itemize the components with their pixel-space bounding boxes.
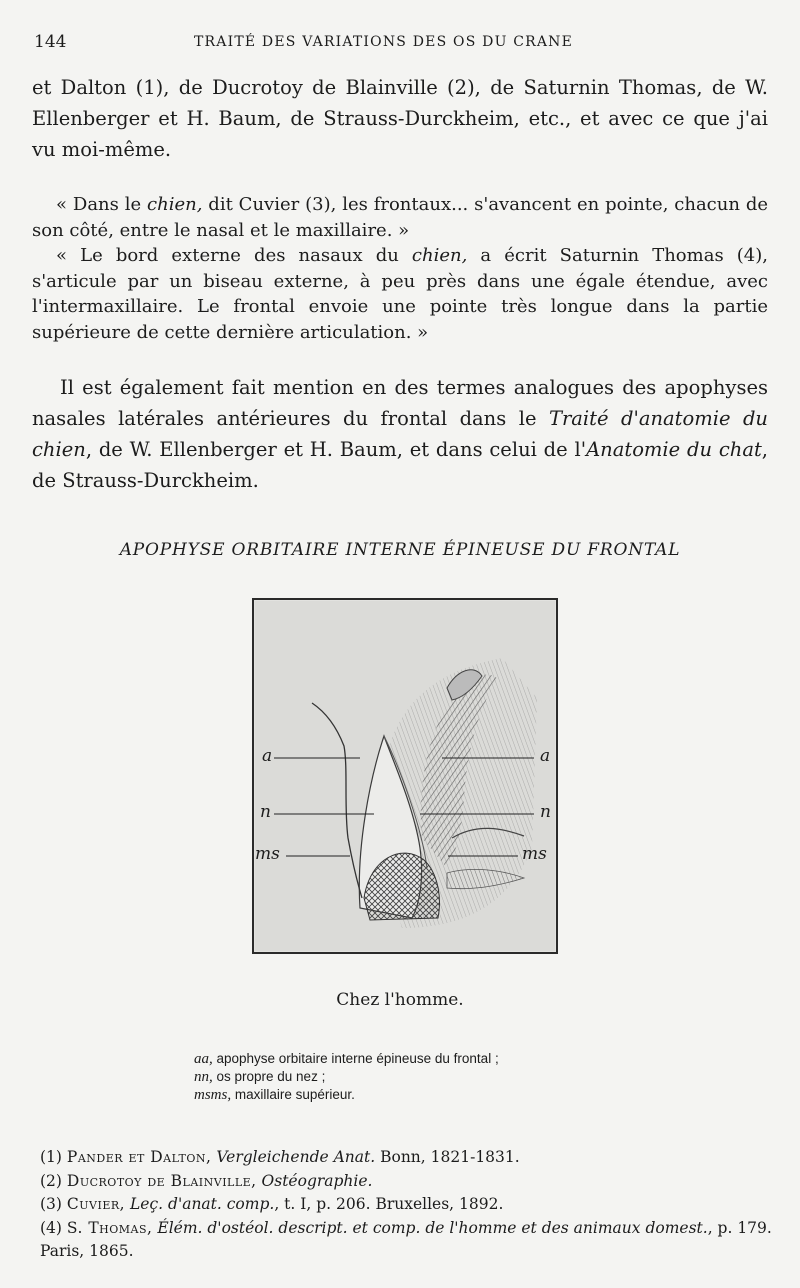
legend-key-msms: msms,: [194, 1087, 232, 1103]
paragraph-3: [32, 372, 768, 496]
footnote-4-num: (4): [40, 1218, 62, 1237]
legend-item-aa: [194, 1050, 674, 1068]
footnote-2: [40, 1170, 780, 1194]
footnote-3-rest: , t. I, p. 206. Bruxelles, 1892.: [274, 1195, 504, 1213]
quote-cuvier: [32, 192, 768, 243]
quote-cuvier-emph: chien,: [147, 194, 203, 215]
legend-key-nn: nn,: [194, 1069, 213, 1085]
quotations: [32, 192, 768, 345]
label-n-left: n: [260, 802, 271, 822]
legend-item-nn: [194, 1068, 674, 1086]
label-ms-left: ms: [255, 844, 280, 864]
anatomical-figure: [252, 598, 558, 954]
quote-thomas-emph: chien,: [411, 245, 468, 266]
paragraph-1: [32, 72, 768, 165]
paragraph-3-text: [32, 372, 768, 496]
label-a-left: a: [262, 746, 273, 766]
footnote-2-num: (2): [40, 1171, 62, 1190]
footnote-4-author: S. Thomas,: [66, 1218, 153, 1237]
section-title: APOPHYSE ORBITAIRE INTERNE ÉPINEUSE DU FRONTAL: [119, 540, 681, 560]
quote-cuvier-a: « Dans le: [56, 194, 148, 215]
paragraph-3-title-cat: Anatomie du chat: [586, 438, 762, 461]
figure-caption: Chez l'homme.: [336, 990, 464, 1010]
quote-thomas-a: « Le bord externe des nasaux du: [56, 245, 412, 266]
footnote-3: [40, 1193, 780, 1217]
paragraph-3-c: , de W. Ellenberger et H. Baum, et dans celui de l': [85, 438, 587, 461]
label-a-right: a: [540, 746, 551, 766]
footnote-1: [40, 1146, 780, 1170]
footnote-3-author: Cuvier,: [66, 1195, 126, 1213]
footnote-2-author: Ducrotoy de Blainville,: [66, 1171, 257, 1190]
legend-item-msms: [194, 1086, 674, 1104]
footnote-4: [40, 1217, 780, 1264]
running-head: [34, 32, 766, 56]
page-number: 144: [34, 32, 67, 52]
footnote-3-title: Leç. d'anat. comp.: [130, 1195, 275, 1213]
label-n-right: n: [540, 802, 551, 822]
figure-legend: [194, 1050, 674, 1104]
paragraph-1-text: et Dalton (1), de Ducrotoy de Blainville (2), de Saturnin Thomas, de W. Ellenberger et H. Baum, de Strauss-Durckheim, etc., et avec ce que j'ai vu moi-même.: [32, 76, 768, 161]
footnote-2-title: Ostéographie.: [261, 1171, 373, 1190]
footnote-1-author: Pander et Dalton,: [66, 1148, 212, 1166]
legend-text-msms: maxillaire supérieur.: [231, 1087, 355, 1102]
quote-thomas-c: a écrit Saturnin Thomas (4), s'articule par un biseau externe, à peu près dans une égale étendue, avec l'intermaxillaire. Le frontal envoie une pointe très longue dans la partie supérieure de cette dernière articulation. »: [32, 245, 768, 343]
legend-key-aa: aa,: [194, 1051, 213, 1067]
figure-drawing: [252, 598, 558, 954]
paragraph-3-a: Il est également fait mention en des termes analogues des apophyses nasales latérales antérieures du frontal dans le: [32, 376, 768, 430]
quote-thomas: [32, 243, 768, 345]
paragraph-3-e: , de Strauss-Durckheim.: [32, 438, 768, 492]
quote-cuvier-c: dit Cuvier (3), les frontaux... s'avancent en pointe, chacun de son côté, entre le nasal et le maxillaire. »: [32, 194, 768, 241]
legend-text-aa: apophyse orbitaire interne épineuse du frontal ;: [212, 1051, 499, 1066]
footnote-4-title: Élém. d'ostéol. descript. et comp. de l'homme et des animaux domest.: [157, 1218, 708, 1237]
footnote-1-title: Vergleichende Anat.: [216, 1148, 376, 1166]
footnote-3-num: (3): [40, 1195, 62, 1213]
footnote-1-num: (1): [40, 1148, 62, 1166]
paragraph-3-title-dog: Traité d'anatomie du chien: [32, 407, 768, 461]
footnotes: [40, 1146, 780, 1264]
footnote-4-rest: , p. 179. Paris, 1865.: [40, 1218, 772, 1260]
footnote-1-rest: Bonn, 1821-1831.: [375, 1148, 520, 1166]
legend-text-nn: os propre du nez ;: [212, 1069, 326, 1084]
label-ms-right: ms: [522, 844, 547, 864]
running-title: TRAITÉ DES VARIATIONS DES OS DU CRANE: [194, 34, 574, 50]
